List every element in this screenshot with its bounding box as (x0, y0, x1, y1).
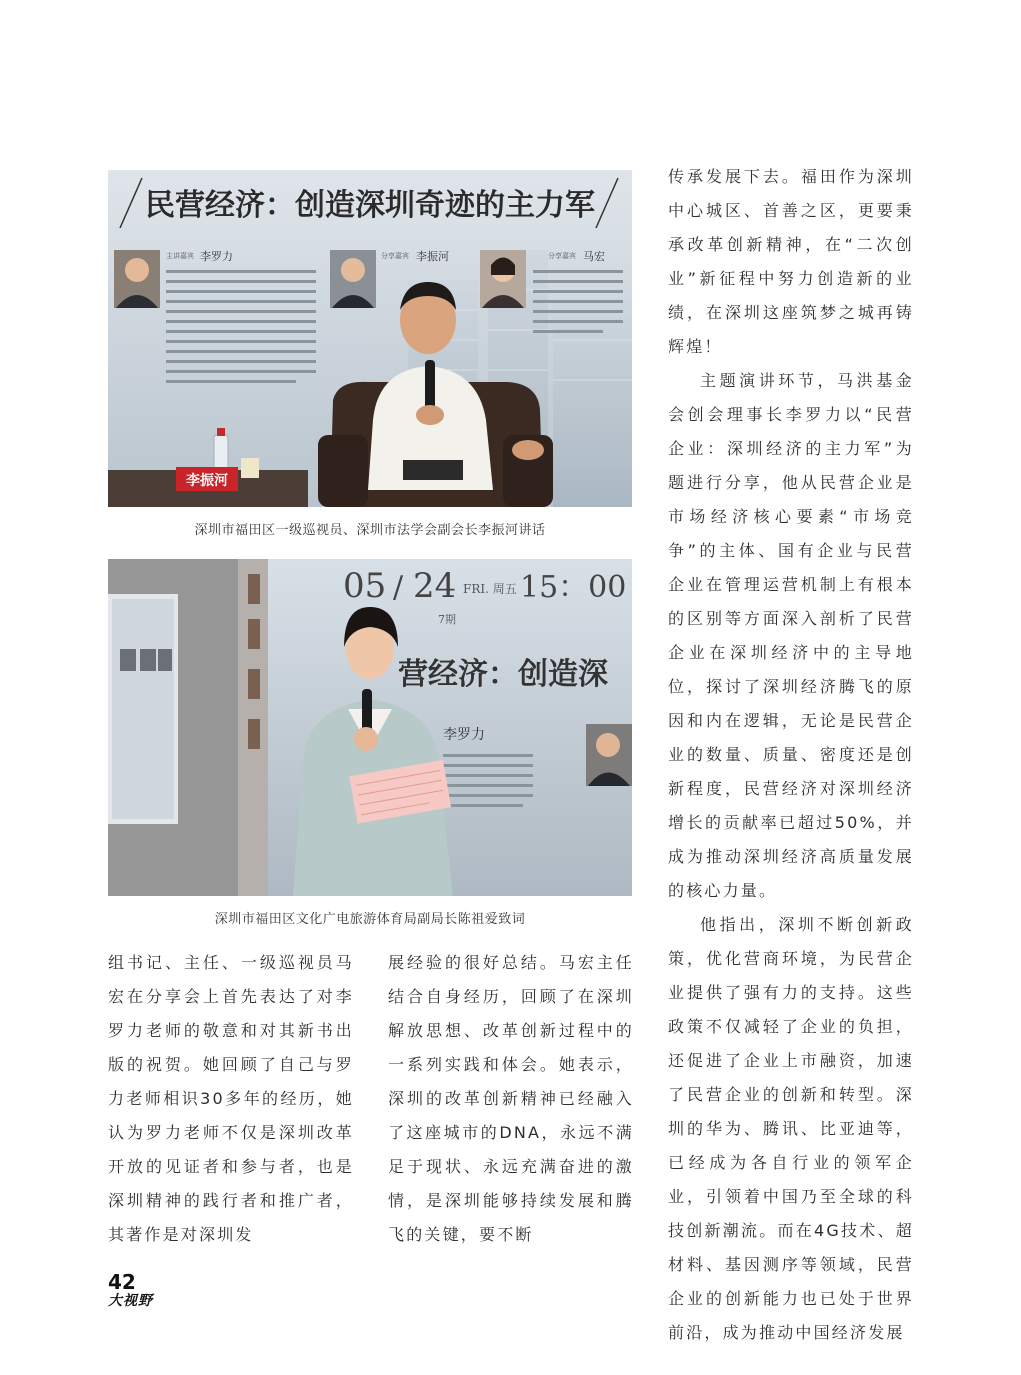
svg-text:李罗力: 李罗力 (200, 250, 233, 263)
banner-date: 05 (343, 566, 387, 606)
banner-title: 民营经济：创造深圳奇迹的主力军 (145, 188, 595, 223)
nameplate (176, 467, 238, 491)
col3-paragraph-2: 主题演讲环节，马洪基金会创会理事长李罗力以“民营企业：深圳经济的主力军”为题进行分享，他从民营企业是市场经济核心要素“市场竞争”的主体、国有企业与民营企业在管理运营机制上有根本的区别等方面深入剖析了民营企业在深圳经济中的主导地位，探讨了深圳经济腾飞的原因和内在逻辑，无论是民营企业的数量、质量、密度还是创新程度，民营经济对深圳经济增长的贡献率已超过50%，并成为推动深圳经济高质量发展的核心力量。 (668, 371, 914, 900)
banner-period: 7期 (438, 613, 456, 626)
article-column-3 (668, 160, 914, 1350)
banner-title-2: 营经济：创造深 (398, 657, 608, 692)
magazine-logo: 大视野 (108, 1293, 153, 1309)
col1-paragraph: 组书记、主任、一级巡视员马宏在分享会上首先表达了对李罗力老师的敬意和对其新书出版的祝贺。她回顾了自己与罗力老师相识30多年的经历，她认为罗力老师不仅是深圳改革开放的见证者和参与者，也是深圳精神的践行者和推广者，其著作是对深圳发 (108, 953, 354, 1244)
banner-speaker: 李罗力 (443, 727, 485, 743)
banner-weekday: FRI. 周五 (463, 582, 517, 596)
col2-paragraph: 展经验的很好总结。马宏主任结合自身经历，回顾了在深圳解放思想、改革创新过程中的一系列实践和体会。她表示，深圳的改革创新精神已经融入了这座城市的DNA，永远不满足于现状、永远充满奋进的激情，是深圳能够持续发展和腾飞的关键，要不断 (388, 953, 634, 1244)
svg-text:主讲嘉宾: 主讲嘉宾 (166, 252, 194, 260)
col3-paragraph-3: 他指出，深圳不断创新政策，优化营商环境，为民营企业提供了强有力的支持。这些政策不仅减轻了企业的负担，还促进了企业上市融资，加速了民营企业的创新和转型。深圳的华为、腾讯、比亚迪等，已经成为各自行业的领军企业，引领着中国乃至全球的科技创新潮流。而在4G技术、超材料、基因测序等领域，民营企业的创新能力也已处于世界前沿，成为推动中国经济发展 (668, 915, 914, 1342)
photo-speaker-chen-zuai (108, 559, 632, 896)
col3-paragraph-1: 传承发展下去。福田作为深圳中心城区、首善之区，更要秉承改革创新精神，在“二次创业”新征程中努力创造新的业绩，在深圳这座筑梦之城再铸辉煌！ (668, 167, 914, 356)
svg-text:马宏: 马宏 (583, 250, 605, 263)
svg-text:李振河: 李振河 (416, 250, 449, 263)
svg-text:分享嘉宾: 分享嘉宾 (548, 252, 576, 260)
svg-text:李振河: 李振河 (186, 473, 228, 489)
svg-text:/: / (393, 570, 404, 605)
page-number: 42 (108, 1270, 136, 1294)
svg-text:分享嘉宾: 分享嘉宾 (381, 252, 409, 260)
article-column-1 (108, 946, 354, 1252)
photo2-caption: 深圳市福田区文化广电旅游体育局副局长陈祖爱致词 (214, 912, 526, 927)
article-column-2 (388, 946, 634, 1252)
banner-day: 24 (413, 566, 457, 606)
banner-time: 15：00 (520, 570, 627, 605)
photo1-caption: 深圳市福田区一级巡视员、深圳市法学会副会长李振河讲话 (194, 523, 546, 538)
photo-speaker-li-zhenhe (108, 170, 632, 507)
